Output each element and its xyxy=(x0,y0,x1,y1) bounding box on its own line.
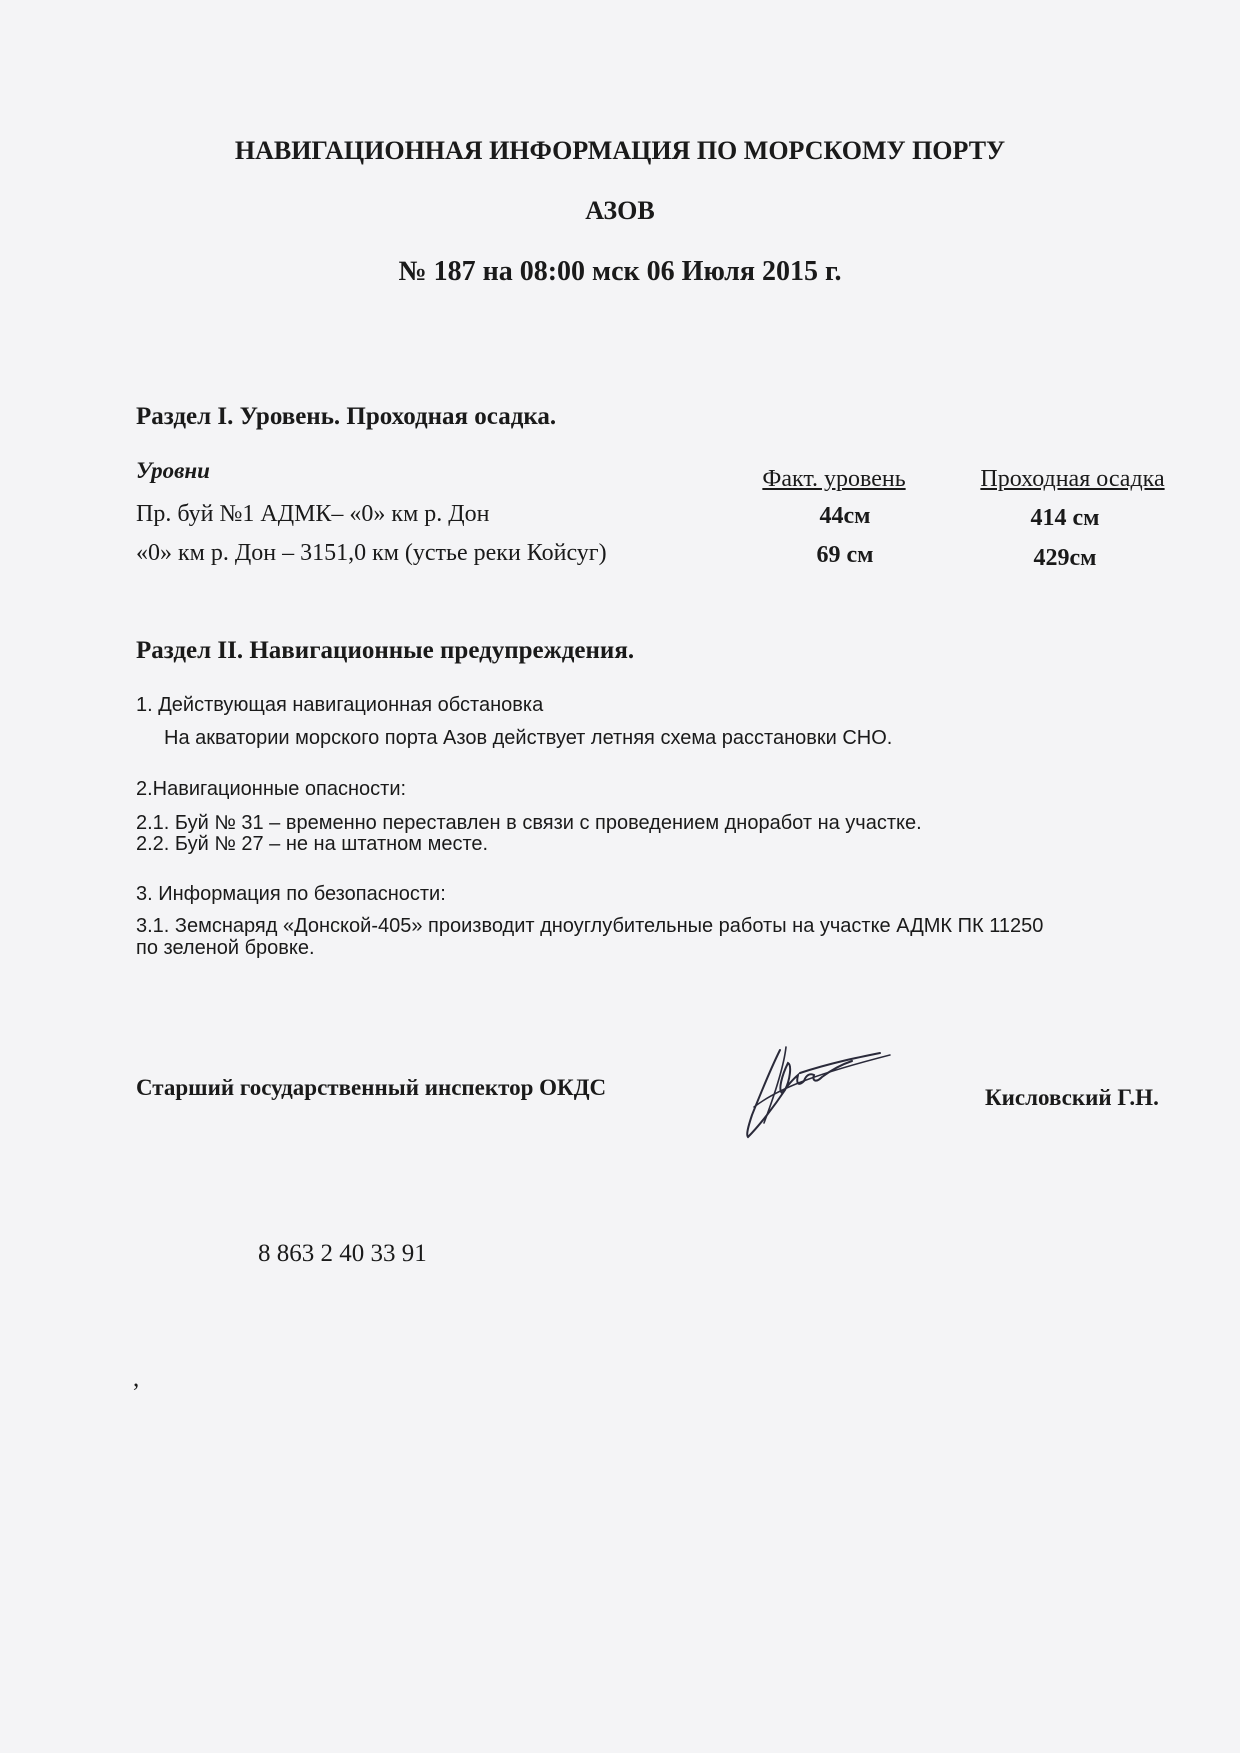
table-row-1-fact: 44см xyxy=(819,503,871,529)
nav-item3-1a: 3.1. Земснаряд «Донской-405» производит дноуглубительные работы на участке АДМК ПК 11250 xyxy=(136,915,1044,937)
table-row-2-label: «0» км р. Дон – 3151,0 км (устье реки Койсуг) xyxy=(136,540,607,566)
document-title: НАВИГАЦИОННАЯ ИНФОРМАЦИЯ ПО МОРСКОМУ ПОРТУ xyxy=(234,136,1006,165)
nav-item3-title: 3. Информация по безопасности: xyxy=(136,883,446,905)
nav-item1-text: На акватории морского порта Азов действует летняя схема расстановки СНО. xyxy=(164,727,893,749)
nav-item2-title: 2.Навигационные опасности: xyxy=(136,778,407,800)
stray-mark: , xyxy=(133,1365,140,1392)
handwritten-signature xyxy=(740,1035,940,1145)
bulletin-number: № 187 на 08:00 мск 06 Июля 2015 г. xyxy=(398,256,842,287)
nav-item3-1b: по зеленой бровке. xyxy=(136,937,315,959)
contact-phone: 8 863 2 40 33 91 xyxy=(258,1240,427,1267)
table-row-2-fact: 69 см xyxy=(816,542,874,568)
col-levels-header: Уровни xyxy=(136,458,210,483)
section2-title: Раздел II. Навигационные предупреждения. xyxy=(136,637,635,664)
nav-item2-1: 2.1. Буй № 31 – временно переставлен в связи с проведением днoработ на участке. xyxy=(136,812,922,834)
section1-title: Раздел I. Уровень. Проходная осадка. xyxy=(136,403,557,430)
table-row-1-draft: 414 см xyxy=(1030,505,1100,531)
table-row-2-draft: 429см xyxy=(1033,545,1097,571)
col-draft-header: Проходная осадка xyxy=(980,466,1165,492)
nav-item2-2: 2.2. Буй № 27 – не на штатном месте. xyxy=(136,833,489,855)
signer-position: Старший государственный инспектор ОКДС xyxy=(136,1075,607,1100)
port-name: АЗОВ xyxy=(585,196,655,225)
signer-name: Кисловский Г.Н. xyxy=(985,1085,1159,1110)
col-fact-header: Факт. уровень xyxy=(762,466,906,492)
table-row-1-label: Пр. буй №1 АДМК– «0» км р. Дон xyxy=(136,501,490,527)
nav-item1-title: 1. Действующая навигационная обстановка xyxy=(136,694,544,716)
